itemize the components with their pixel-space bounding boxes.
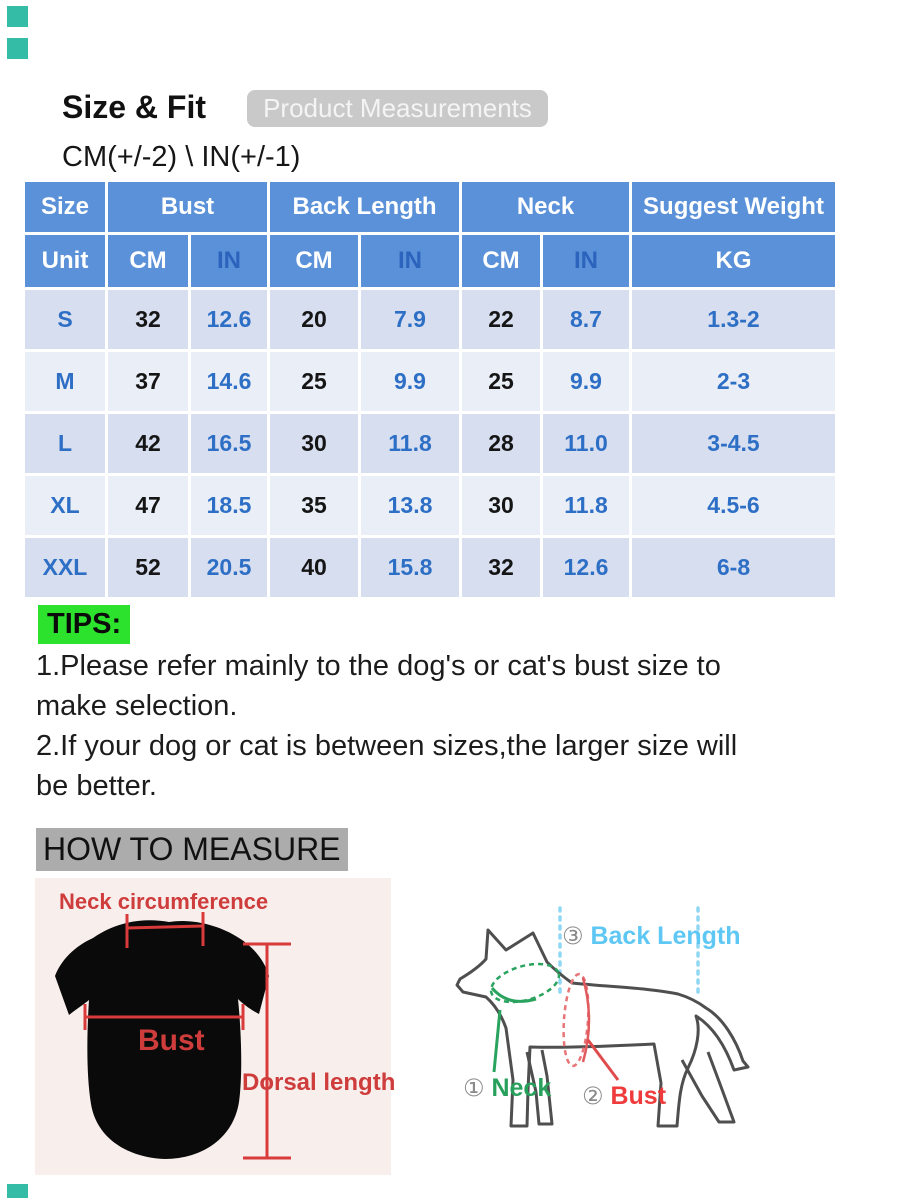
weight-kg: 6-8 xyxy=(632,538,835,597)
tip-line: 1.Please refer mainly to the dog's or cat's bust size to xyxy=(36,650,721,682)
product-measurements-badge[interactable]: Product Measurements xyxy=(247,90,548,127)
dog-measure-diagram xyxy=(430,880,900,1190)
unit-bust-cm: CM xyxy=(108,235,188,287)
back-in: 9.9 xyxy=(361,352,459,411)
tshirt-silhouette-icon xyxy=(35,878,391,1175)
circled-2-icon: ② xyxy=(582,1082,604,1110)
dorsal-length-label: Dorsal length xyxy=(242,1069,396,1096)
neck-in: 8.7 xyxy=(543,290,629,349)
teal-square-decor xyxy=(7,6,28,27)
dog-bust-label: ② Bust xyxy=(582,1082,667,1110)
unit-weight-kg: KG xyxy=(632,235,835,287)
col-header-suggest-weight: Suggest Weight xyxy=(632,182,835,232)
unit-back-in: IN xyxy=(361,235,459,287)
size-label: M xyxy=(25,352,105,411)
back-in: 13.8 xyxy=(361,476,459,535)
size-label: L xyxy=(25,414,105,473)
dog-neck-label: ① Neck xyxy=(463,1074,552,1102)
neck-cm: 22 xyxy=(462,290,540,349)
col-header-size: Size xyxy=(25,182,105,232)
back-in: 7.9 xyxy=(361,290,459,349)
bust-in: 12.6 xyxy=(191,290,267,349)
circled-1-icon: ① xyxy=(463,1074,485,1102)
back-cm: 30 xyxy=(270,414,358,473)
unit-neck-in: IN xyxy=(543,235,629,287)
neck-in: 11.8 xyxy=(543,476,629,535)
bust-cm: 47 xyxy=(108,476,188,535)
how-to-measure-heading: HOW TO MEASURE xyxy=(36,828,348,871)
back-cm: 25 xyxy=(270,352,358,411)
unit-header: Unit xyxy=(25,235,105,287)
back-in: 11.8 xyxy=(361,414,459,473)
neck-cm: 25 xyxy=(462,352,540,411)
neck-cm: 30 xyxy=(462,476,540,535)
bust-in: 20.5 xyxy=(191,538,267,597)
tips-heading: TIPS: xyxy=(38,605,130,644)
col-header-bust: Bust xyxy=(108,182,267,232)
bust-in: 18.5 xyxy=(191,476,267,535)
tip-line: be better. xyxy=(36,770,157,802)
bust-in: 16.5 xyxy=(191,414,267,473)
neck-cm: 32 xyxy=(462,538,540,597)
neck-in: 11.0 xyxy=(543,414,629,473)
col-header-neck: Neck xyxy=(462,182,629,232)
back-cm: 40 xyxy=(270,538,358,597)
bust-in: 14.6 xyxy=(191,352,267,411)
weight-kg: 1.3-2 xyxy=(632,290,835,349)
unit-bust-in: IN xyxy=(191,235,267,287)
dog-back-length-label: ③ Back Length xyxy=(562,922,741,950)
shirt-measure-diagram xyxy=(35,878,396,1175)
size-label: XXL xyxy=(25,538,105,597)
size-label: XL xyxy=(25,476,105,535)
unit-neck-cm: CM xyxy=(462,235,540,287)
bust-cm: 42 xyxy=(108,414,188,473)
weight-kg: 2-3 xyxy=(632,352,835,411)
neck-in: 12.6 xyxy=(543,538,629,597)
back-in: 15.8 xyxy=(361,538,459,597)
neck-in: 9.9 xyxy=(543,352,629,411)
weight-kg: 3-4.5 xyxy=(632,414,835,473)
page-title: Size & Fit xyxy=(62,89,207,125)
neck-cm: 28 xyxy=(462,414,540,473)
back-cm: 20 xyxy=(270,290,358,349)
circled-3-icon: ③ xyxy=(562,922,584,950)
bust-label: Bust xyxy=(138,1024,205,1057)
tips-text xyxy=(36,646,856,806)
bust-cm: 37 xyxy=(108,352,188,411)
teal-square-decor xyxy=(7,1184,28,1198)
size-label: S xyxy=(25,290,105,349)
tip-line: 2.If your dog or cat is between sizes,the larger size will xyxy=(36,730,738,762)
teal-square-decor xyxy=(7,38,28,59)
unit-back-cm: CM xyxy=(270,235,358,287)
size-chart-table xyxy=(25,182,835,597)
weight-kg: 4.5-6 xyxy=(632,476,835,535)
col-header-back-length: Back Length xyxy=(270,182,459,232)
neck-circumference-label: Neck circumference xyxy=(59,889,269,914)
tolerance-note: CM(+/-2) \ IN(+/-1) xyxy=(62,141,301,173)
bust-cm: 52 xyxy=(108,538,188,597)
bust-cm: 32 xyxy=(108,290,188,349)
tip-line: make selection. xyxy=(36,690,238,722)
back-cm: 35 xyxy=(270,476,358,535)
